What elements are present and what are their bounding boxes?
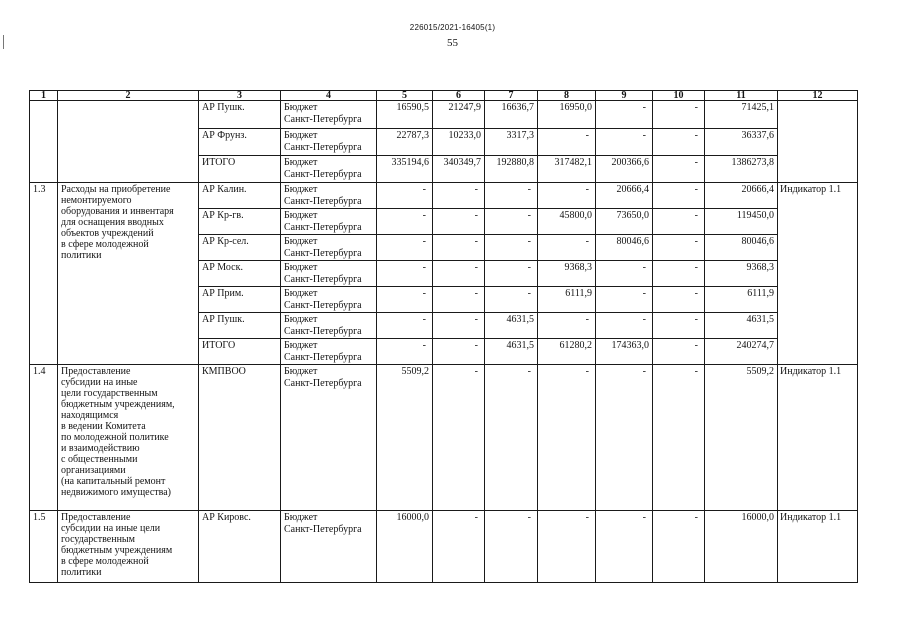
value-cell-6: 10233,0 <box>433 129 485 156</box>
value-cell-6: - <box>433 339 485 365</box>
funding-source-cell <box>281 129 377 156</box>
funding-source-line: Бюджет <box>284 340 318 351</box>
value-cell-5: - <box>377 209 433 235</box>
value-cell-11: 6111,9 <box>705 287 778 313</box>
value-cell-6: - <box>433 313 485 339</box>
executor-cell: ИТОГО <box>199 156 281 183</box>
value-cell-10: - <box>653 129 705 156</box>
value-cell-5: 16590,5 <box>377 101 433 129</box>
header-cell-12: 12 <box>778 91 858 101</box>
value-cell-6: 21247,9 <box>433 101 485 129</box>
item-description <box>58 511 199 583</box>
value-cell-8: - <box>538 511 596 583</box>
document-id: 226015/2021-16405(1) <box>409 23 496 32</box>
value-cell-7: - <box>485 209 538 235</box>
value-cell-7: - <box>485 235 538 261</box>
value-cell-10: - <box>653 365 705 511</box>
value-cell-8: - <box>538 183 596 209</box>
value-cell-10: - <box>653 101 705 129</box>
value-cell-8: 6111,9 <box>538 287 596 313</box>
table-row <box>30 183 858 209</box>
funding-source-line: Бюджет <box>284 157 318 168</box>
value-cell-7: - <box>485 511 538 583</box>
value-cell-11: 1386273,8 <box>705 156 778 183</box>
description-line: государственным <box>61 534 135 545</box>
item-number: 1.5 <box>30 511 58 583</box>
value-cell-6: - <box>433 365 485 511</box>
description-line: в сфере молодежной <box>61 556 149 567</box>
value-cell-6: - <box>433 235 485 261</box>
description-line: по молодежной политике <box>61 432 169 443</box>
item-description <box>58 101 199 183</box>
description-line: недвижимого имущества) <box>61 487 171 498</box>
funding-source-line: Бюджет <box>284 210 318 221</box>
header-cell-2: 2 <box>58 91 199 101</box>
description-line: в сфере молодежной <box>61 239 149 250</box>
value-cell-7: 16636,7 <box>485 101 538 129</box>
header-cell-7: 7 <box>485 91 538 101</box>
value-cell-9: 200366,6 <box>596 156 653 183</box>
funding-source-line: Санкт-Петербурга <box>284 114 362 125</box>
description-line: немонтируемого <box>61 195 132 206</box>
executor-cell: АР Пушк. <box>199 101 281 129</box>
funding-source-line: Санкт-Петербурга <box>284 352 362 363</box>
value-cell-10: - <box>653 313 705 339</box>
value-cell-6: 340349,7 <box>433 156 485 183</box>
value-cell-7: - <box>485 183 538 209</box>
executor-cell: ИТОГО <box>199 339 281 365</box>
executor-cell: АР Прим. <box>199 287 281 313</box>
value-cell-8: - <box>538 365 596 511</box>
description-line: в ведении Комитета <box>61 421 146 432</box>
value-cell-10: - <box>653 511 705 583</box>
header-cell-9: 9 <box>596 91 653 101</box>
executor-cell: АР Фрунз. <box>199 129 281 156</box>
value-cell-9: - <box>596 261 653 287</box>
value-cell-9: 174363,0 <box>596 339 653 365</box>
value-cell-6: - <box>433 183 485 209</box>
description-line: субсидии на иные цели <box>61 523 161 534</box>
value-cell-9: - <box>596 365 653 511</box>
funding-source-cell <box>281 313 377 339</box>
value-cell-9: 73650,0 <box>596 209 653 235</box>
value-cell-11: 16000,0 <box>705 511 778 583</box>
table-row <box>30 365 858 511</box>
value-cell-7: - <box>485 261 538 287</box>
header-cell-11: 11 <box>705 91 778 101</box>
description-line: политики <box>61 250 102 261</box>
value-cell-7: 4631,5 <box>485 313 538 339</box>
indicator-cell: Индикатор 1.1 <box>778 511 858 583</box>
value-cell-11: 80046,6 <box>705 235 778 261</box>
value-cell-9: 20666,4 <box>596 183 653 209</box>
value-cell-10: - <box>653 287 705 313</box>
budget-table <box>29 90 858 583</box>
value-cell-7: - <box>485 365 538 511</box>
value-cell-8: 317482,1 <box>538 156 596 183</box>
funding-source-line: Бюджет <box>284 366 318 377</box>
funding-source-cell <box>281 235 377 261</box>
value-cell-5: - <box>377 183 433 209</box>
executor-cell: АР Кировс. <box>199 511 281 583</box>
funding-source-line: Бюджет <box>284 512 318 523</box>
funding-source-line: Бюджет <box>284 262 318 273</box>
description-line: цели государственным <box>61 388 158 399</box>
value-cell-11: 20666,4 <box>705 183 778 209</box>
value-cell-9: - <box>596 313 653 339</box>
executor-cell: АР Кр-гв. <box>199 209 281 235</box>
value-cell-9: - <box>596 511 653 583</box>
description-line: Предоставление <box>61 512 131 523</box>
funding-source-line: Бюджет <box>284 184 318 195</box>
description-line: оборудования и инвентаря <box>61 206 174 217</box>
value-cell-9: - <box>596 287 653 313</box>
value-cell-5: - <box>377 235 433 261</box>
value-cell-5: 22787,3 <box>377 129 433 156</box>
description-line: бюджетным учреждениям, <box>61 399 175 410</box>
funding-source-cell <box>281 511 377 583</box>
executor-cell: АР Калин. <box>199 183 281 209</box>
value-cell-10: - <box>653 339 705 365</box>
value-cell-6: - <box>433 287 485 313</box>
value-cell-7: 192880,8 <box>485 156 538 183</box>
description-line: для оснащения вводных <box>61 217 164 228</box>
funding-source-line: Санкт-Петербурга <box>284 326 362 337</box>
funding-source-cell <box>281 156 377 183</box>
table-row <box>30 511 858 583</box>
item-number: 1.4 <box>30 365 58 511</box>
header-cell-3: 3 <box>199 91 281 101</box>
funding-source-cell <box>281 339 377 365</box>
executor-cell: КМПВОО <box>199 365 281 511</box>
description-line: и взаимодействию <box>61 443 140 454</box>
indicator-cell <box>778 101 858 183</box>
description-line: политики <box>61 567 102 578</box>
header-cell-4: 4 <box>281 91 377 101</box>
value-cell-8: - <box>538 235 596 261</box>
value-cell-5: 16000,0 <box>377 511 433 583</box>
header-cell-10: 10 <box>653 91 705 101</box>
value-cell-8: 61280,2 <box>538 339 596 365</box>
description-line: бюджетным учреждениям <box>61 545 173 556</box>
funding-source-cell <box>281 287 377 313</box>
funding-source-cell <box>281 183 377 209</box>
value-cell-7: 4631,5 <box>485 339 538 365</box>
indicator-cell: Индикатор 1.1 <box>778 183 858 365</box>
value-cell-5: - <box>377 339 433 365</box>
funding-source-line: Санкт-Петербурга <box>284 300 362 311</box>
value-cell-7: 3317,3 <box>485 129 538 156</box>
value-cell-11: 71425,1 <box>705 101 778 129</box>
value-cell-6: - <box>433 209 485 235</box>
funding-source-line: Бюджет <box>284 102 318 113</box>
header-cell-8: 8 <box>538 91 596 101</box>
header-cell-5: 5 <box>377 91 433 101</box>
scan-edge-mark <box>3 35 4 49</box>
value-cell-9: - <box>596 101 653 129</box>
value-cell-9: - <box>596 129 653 156</box>
description-line: (на капитальный ремонт <box>61 476 166 487</box>
value-cell-10: - <box>653 209 705 235</box>
value-cell-10: - <box>653 183 705 209</box>
funding-source-line: Санкт-Петербурга <box>284 196 362 207</box>
value-cell-8: 9368,3 <box>538 261 596 287</box>
funding-source-line: Бюджет <box>284 130 318 141</box>
value-cell-8: 16950,0 <box>538 101 596 129</box>
value-cell-11: 240274,7 <box>705 339 778 365</box>
value-cell-5: 335194,6 <box>377 156 433 183</box>
funding-source-cell <box>281 209 377 235</box>
funding-source-line: Санкт-Петербурга <box>284 222 362 233</box>
value-cell-5: - <box>377 313 433 339</box>
executor-cell: АР Пушк. <box>199 313 281 339</box>
funding-source-line: Бюджет <box>284 314 318 325</box>
value-cell-10: - <box>653 156 705 183</box>
description-line: находящимся <box>61 410 119 421</box>
item-number: 1.3 <box>30 183 58 365</box>
description-line: с общественными <box>61 454 138 465</box>
item-description <box>58 365 199 511</box>
funding-source-line: Санкт-Петербурга <box>284 142 362 153</box>
funding-source-line: Бюджет <box>284 288 318 299</box>
funding-source-line: Бюджет <box>284 236 318 247</box>
value-cell-5: 5509,2 <box>377 365 433 511</box>
value-cell-8: - <box>538 129 596 156</box>
value-cell-8: 45800,0 <box>538 209 596 235</box>
value-cell-7: - <box>485 287 538 313</box>
funding-source-line: Санкт-Петербурга <box>284 524 362 535</box>
value-cell-10: - <box>653 235 705 261</box>
value-cell-11: 9368,3 <box>705 261 778 287</box>
item-number <box>30 101 58 183</box>
page-number: 55 <box>447 37 458 49</box>
value-cell-5: - <box>377 287 433 313</box>
funding-source-cell <box>281 261 377 287</box>
value-cell-11: 4631,5 <box>705 313 778 339</box>
value-cell-11: 5509,2 <box>705 365 778 511</box>
value-cell-9: 80046,6 <box>596 235 653 261</box>
item-description <box>58 183 199 365</box>
funding-source-line: Санкт-Петербурга <box>284 378 362 389</box>
funding-source-line: Санкт-Петербурга <box>284 169 362 180</box>
value-cell-11: 36337,6 <box>705 129 778 156</box>
value-cell-10: - <box>653 261 705 287</box>
description-line: Предоставление <box>61 366 131 377</box>
executor-cell: АР Кр-сел. <box>199 235 281 261</box>
funding-source-line: Санкт-Петербурга <box>284 248 362 259</box>
header-cell-6: 6 <box>433 91 485 101</box>
value-cell-6: - <box>433 261 485 287</box>
value-cell-6: - <box>433 511 485 583</box>
value-cell-11: 119450,0 <box>705 209 778 235</box>
executor-cell: АР Моск. <box>199 261 281 287</box>
description-line: объектов учреждений <box>61 228 154 239</box>
funding-source-line: Санкт-Петербурга <box>284 274 362 285</box>
funding-source-cell <box>281 101 377 129</box>
value-cell-5: - <box>377 261 433 287</box>
table-header-row <box>30 91 858 101</box>
table-row <box>30 101 858 129</box>
description-line: организациями <box>61 465 126 476</box>
funding-source-cell <box>281 365 377 511</box>
budget-table-body <box>30 91 858 583</box>
description-line: субсидии на иные <box>61 377 138 388</box>
header-cell-1: 1 <box>30 91 58 101</box>
value-cell-8: - <box>538 313 596 339</box>
description-line: Расходы на приобретение <box>61 184 171 195</box>
indicator-cell: Индикатор 1.1 <box>778 365 858 511</box>
